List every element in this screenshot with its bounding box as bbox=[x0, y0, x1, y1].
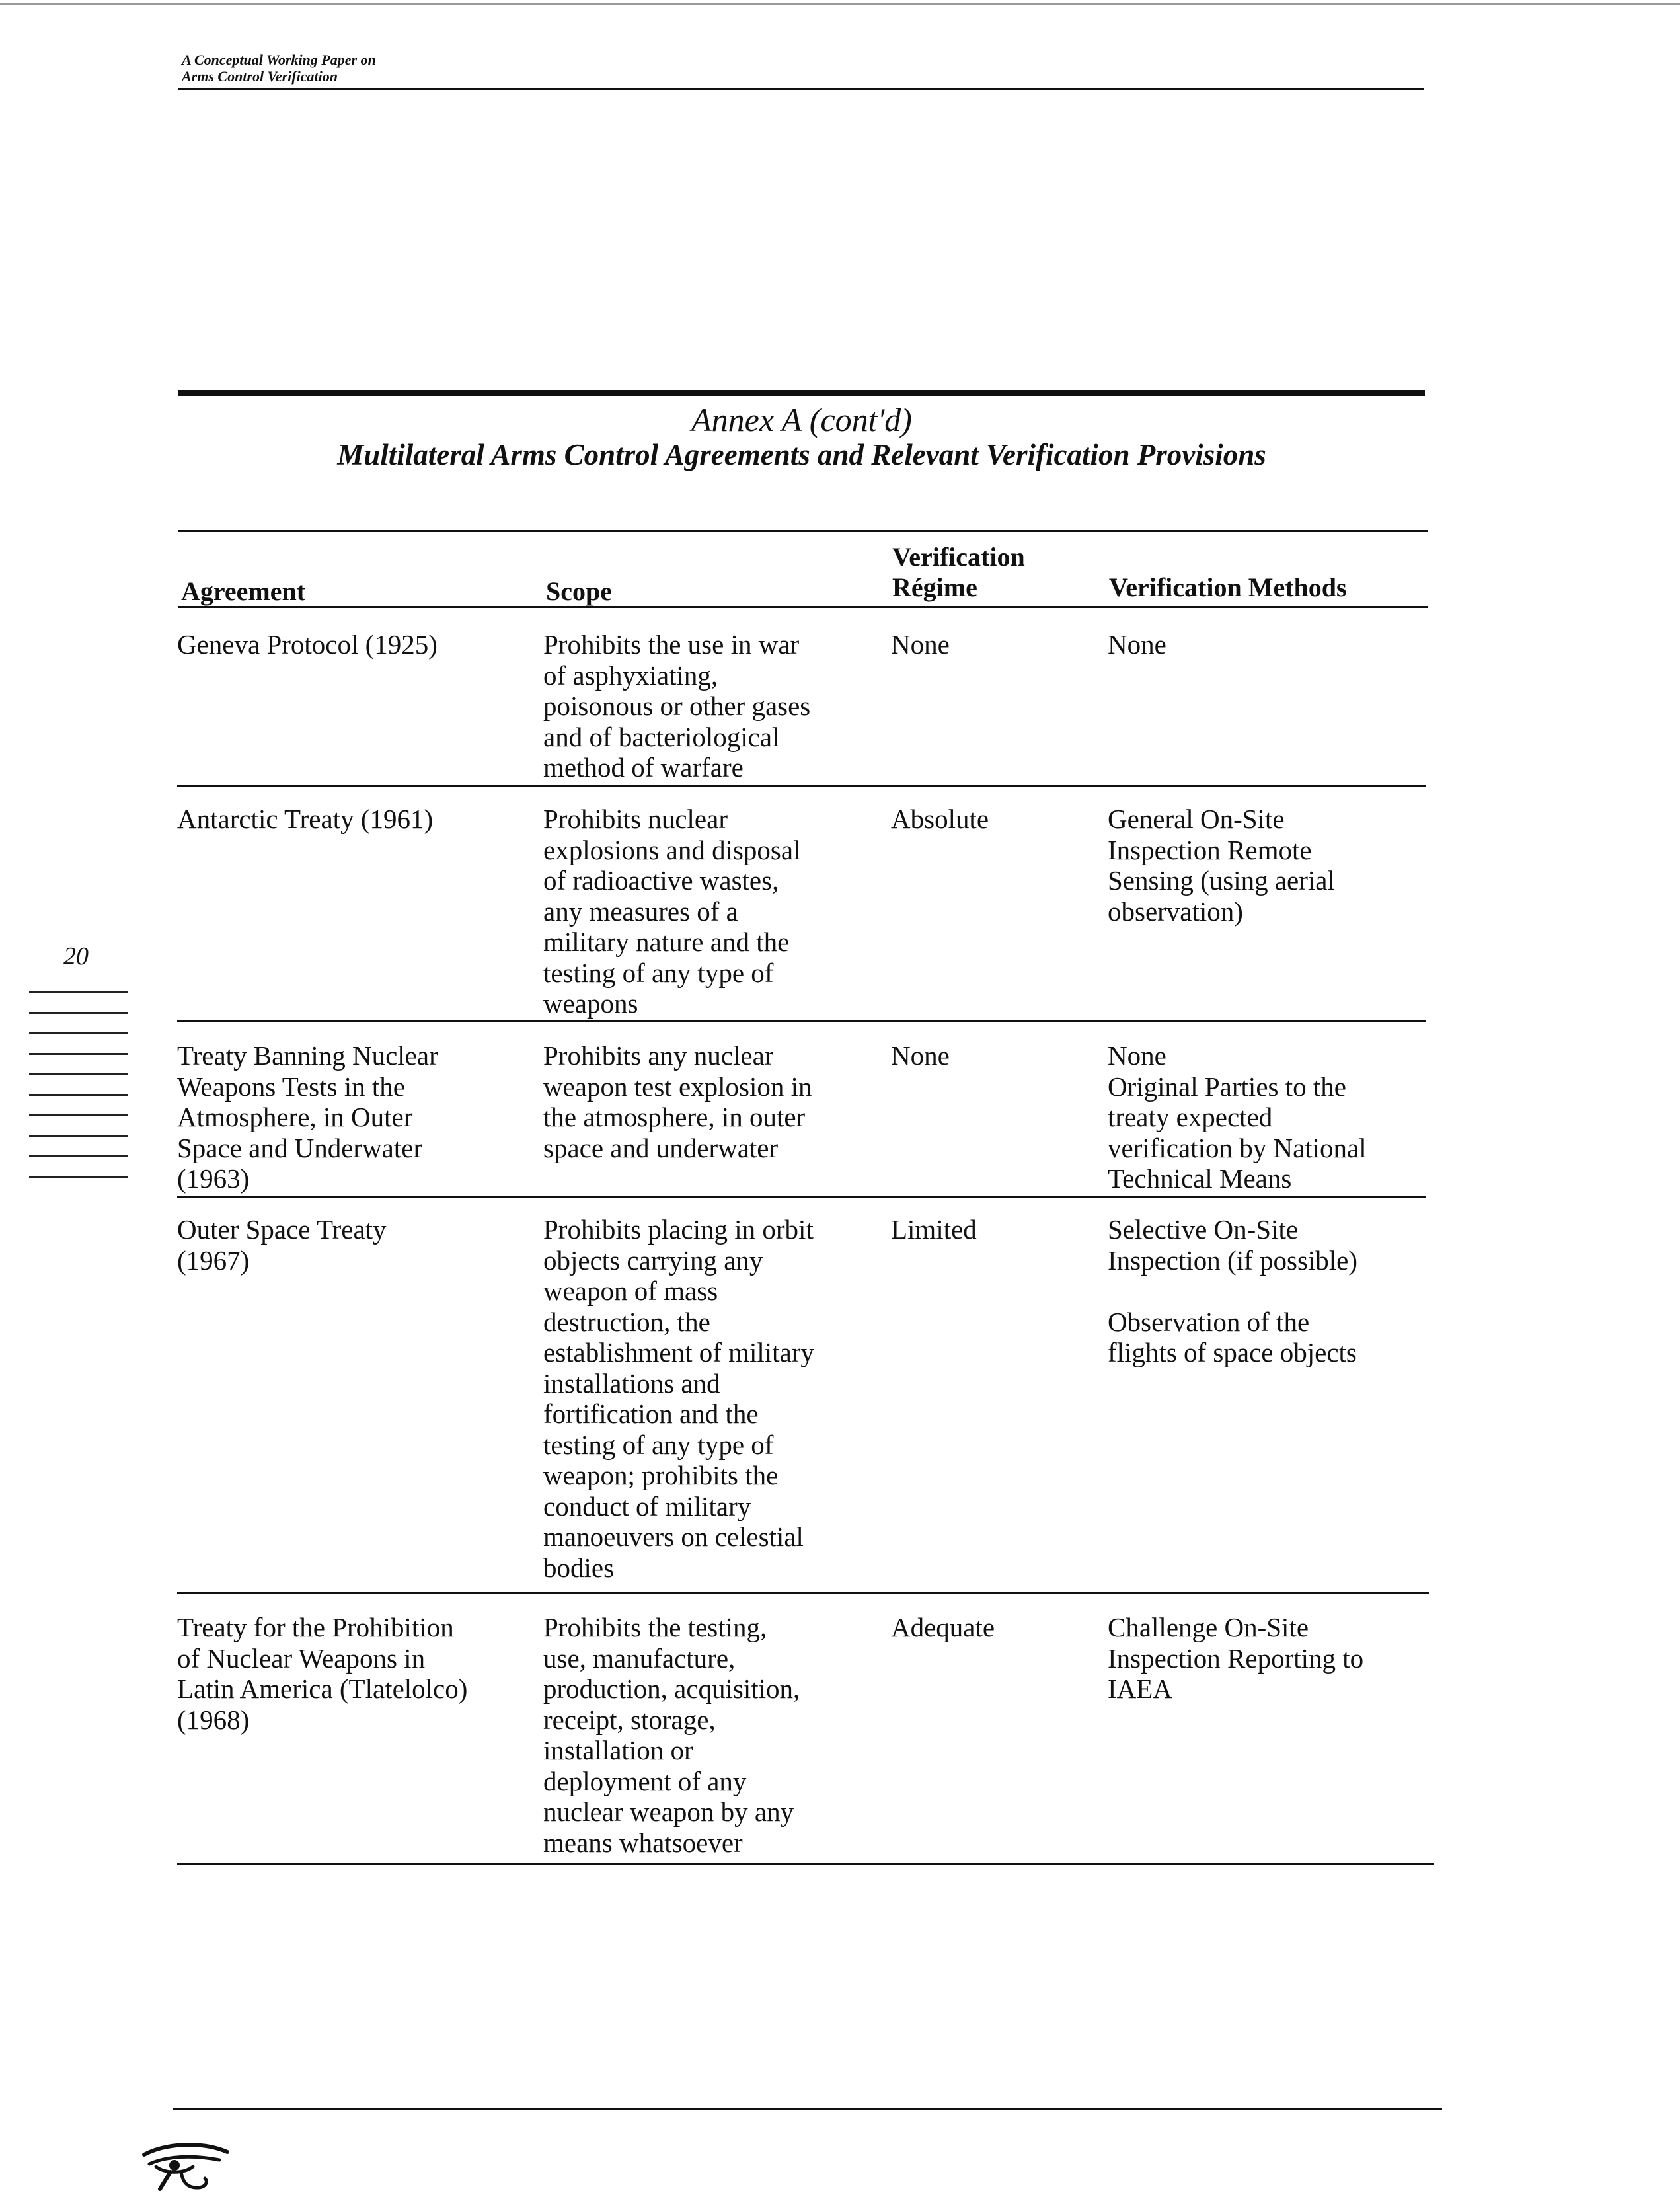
cell-line: bodies bbox=[543, 1552, 615, 1583]
cell-line: (1963) bbox=[177, 1163, 250, 1194]
cell-line: Absolute bbox=[891, 804, 989, 834]
running-head-line-1: A Conceptual Working Paper on bbox=[182, 52, 376, 68]
row-rule bbox=[177, 1196, 1426, 1198]
cell-line: production, acquisition, bbox=[543, 1674, 800, 1704]
column-header-regime bbox=[892, 542, 1025, 603]
cell-line: testing of any type of bbox=[543, 1429, 774, 1460]
eye-of-horus-logo-icon bbox=[140, 2140, 233, 2193]
cell-line: Selective On-Site bbox=[1108, 1214, 1299, 1245]
cell-methods bbox=[1108, 1214, 1357, 1368]
cell-line: treaty expected bbox=[1108, 1102, 1273, 1132]
cell-line: Treaty Banning Nuclear bbox=[177, 1040, 438, 1071]
cell-line: installations and bbox=[543, 1367, 720, 1399]
cell-line: (1967) bbox=[177, 1245, 250, 1276]
margin-line bbox=[29, 1073, 128, 1075]
cell-line: Prohibits the use in war bbox=[543, 629, 800, 660]
running-head-line-2: Arms Control Verification bbox=[182, 68, 338, 85]
cell-line: None bbox=[891, 629, 950, 660]
cell-line: weapon test explosion in bbox=[543, 1071, 812, 1102]
page-number: 20 bbox=[63, 943, 89, 970]
cell-line: manoeuvers on celestial bbox=[543, 1521, 804, 1552]
cell-line: receipt, storage, bbox=[543, 1704, 716, 1735]
cell-line: installation or bbox=[543, 1735, 693, 1765]
cell-agreement bbox=[177, 629, 438, 660]
table-top-rule bbox=[178, 530, 1428, 532]
cell-line: deployment of any bbox=[543, 1765, 747, 1796]
cell-line: (1968) bbox=[177, 1704, 250, 1735]
running-head bbox=[182, 52, 376, 85]
cell-agreement bbox=[177, 1214, 387, 1276]
cell-line: destruction, the bbox=[543, 1306, 710, 1337]
margin-line bbox=[29, 1176, 128, 1178]
margin-line bbox=[29, 1012, 128, 1014]
cell-line: establishment of military bbox=[543, 1337, 814, 1367]
margin-line bbox=[29, 1155, 128, 1157]
cell-line: flights of space objects bbox=[1108, 1337, 1357, 1367]
column-header-regime-line-1: Verification bbox=[892, 542, 1025, 572]
cell-line bbox=[1108, 1276, 1357, 1307]
cell-line: method of warfare bbox=[543, 752, 744, 783]
cell-line: of Nuclear Weapons in bbox=[177, 1642, 426, 1674]
margin-line bbox=[29, 1114, 128, 1116]
cell-scope bbox=[543, 1040, 812, 1163]
cell-methods bbox=[1108, 804, 1335, 927]
cell-regime bbox=[891, 1040, 950, 1071]
cell-agreement bbox=[177, 1040, 438, 1194]
cell-line: conduct of military bbox=[543, 1490, 751, 1521]
cell-line: weapon of mass bbox=[543, 1276, 718, 1306]
cell-line: General On-Site bbox=[1108, 804, 1285, 834]
cell-regime bbox=[891, 1612, 995, 1643]
cell-line: the atmosphere, in outer bbox=[543, 1102, 806, 1132]
cell-line: use, manufacture, bbox=[543, 1642, 736, 1674]
footer-rule bbox=[173, 2108, 1442, 2110]
cell-regime bbox=[891, 804, 989, 835]
margin-line bbox=[29, 1094, 128, 1096]
column-header-regime-line-2: Régime bbox=[892, 572, 977, 602]
cell-line: nuclear weapon by any bbox=[543, 1796, 794, 1827]
margin-line bbox=[29, 991, 128, 993]
margin-line bbox=[29, 1053, 128, 1055]
cell-line: Inspection Reporting to bbox=[1108, 1642, 1364, 1674]
cell-line: Prohibits the testing, bbox=[543, 1612, 767, 1642]
row-rule bbox=[177, 785, 1426, 787]
cell-line: poisonous or other gases bbox=[543, 691, 811, 721]
cell-line: Latin America (Tlatelolco) bbox=[177, 1674, 468, 1704]
cell-line: Inspection Remote bbox=[1108, 834, 1312, 865]
cell-line: Observation of the bbox=[1108, 1306, 1310, 1337]
cell-line: Limited bbox=[891, 1214, 977, 1245]
running-head-rule bbox=[178, 88, 1424, 90]
cell-scope bbox=[543, 1612, 800, 1858]
cell-line: weapons bbox=[543, 988, 638, 1019]
cell-line: None bbox=[1108, 1040, 1166, 1071]
cell-line: Challenge On-Site bbox=[1108, 1612, 1309, 1642]
cell-scope bbox=[543, 804, 800, 1019]
cell-line: verification by National bbox=[1108, 1132, 1367, 1163]
cell-line: means whatsoever bbox=[543, 1827, 743, 1858]
cell-scope bbox=[543, 629, 810, 783]
cell-line: Treaty for the Prohibition bbox=[177, 1612, 454, 1642]
cell-line: observation) bbox=[1108, 896, 1243, 927]
cell-agreement bbox=[177, 804, 433, 835]
column-header-agreement: Agreement bbox=[181, 576, 306, 606]
cell-line: None bbox=[1108, 629, 1166, 660]
cell-line: any measures of a bbox=[543, 896, 738, 927]
column-header-scope: Scope bbox=[546, 576, 612, 606]
cell-line: Geneva Protocol (1925) bbox=[177, 629, 438, 660]
cell-line: None bbox=[891, 1040, 950, 1071]
cell-methods bbox=[1108, 1040, 1367, 1194]
cell-line: testing of any type of bbox=[543, 957, 774, 988]
cell-line: Inspection (if possible) bbox=[1108, 1245, 1358, 1276]
cell-line: Adequate bbox=[891, 1612, 995, 1642]
margin-line bbox=[29, 1135, 128, 1137]
cell-agreement bbox=[177, 1612, 467, 1735]
cell-scope bbox=[543, 1214, 814, 1583]
cell-line: of asphyxiating, bbox=[543, 660, 718, 691]
cell-line: Weapons Tests in the bbox=[177, 1071, 405, 1102]
cell-line: Atmosphere, in Outer bbox=[177, 1102, 413, 1132]
cell-methods bbox=[1108, 1612, 1363, 1705]
row-rule bbox=[177, 1020, 1426, 1022]
cell-line: fortification and the bbox=[543, 1399, 759, 1429]
header-rule bbox=[178, 606, 1428, 608]
cell-line: Antarctic Treaty (1961) bbox=[177, 804, 434, 834]
cell-line: and of bacteriological bbox=[543, 721, 780, 752]
row-rule bbox=[177, 1592, 1429, 1594]
cell-line: Technical Means bbox=[1108, 1163, 1292, 1194]
cell-line: weapon; prohibits the bbox=[543, 1460, 779, 1490]
cell-line: objects carrying any bbox=[543, 1245, 763, 1276]
title-rule bbox=[178, 390, 1425, 396]
cell-line: IAEA bbox=[1108, 1674, 1172, 1704]
margin-line bbox=[29, 1032, 128, 1034]
cell-line: space and underwater bbox=[543, 1132, 779, 1163]
cell-line: Prohibits placing in orbit bbox=[543, 1214, 814, 1245]
cell-line: Sensing (using aerial bbox=[1108, 865, 1335, 896]
cell-line: military nature and the bbox=[543, 927, 790, 957]
cell-regime bbox=[891, 629, 950, 660]
row-rule bbox=[177, 1863, 1434, 1865]
cell-methods bbox=[1108, 629, 1166, 660]
cell-line: Prohibits any nuclear bbox=[543, 1040, 774, 1071]
annex-title: Annex A (cont'd) bbox=[691, 401, 912, 438]
cell-line: explosions and disposal bbox=[543, 834, 801, 865]
cell-line: Outer Space Treaty bbox=[177, 1214, 387, 1245]
scan-top-edge bbox=[0, 3, 1680, 5]
cell-line: Space and Underwater bbox=[177, 1132, 423, 1163]
cell-line: Original Parties to the bbox=[1108, 1071, 1346, 1102]
cell-regime bbox=[891, 1214, 977, 1245]
cell-line: Prohibits nuclear bbox=[543, 804, 728, 834]
cell-line: of radioactive wastes, bbox=[543, 865, 779, 896]
annex-subtitle: Multilateral Arms Control Agreements and Relevant Verification Provisions bbox=[337, 438, 1266, 471]
column-header-methods: Verification Methods bbox=[1109, 572, 1347, 602]
